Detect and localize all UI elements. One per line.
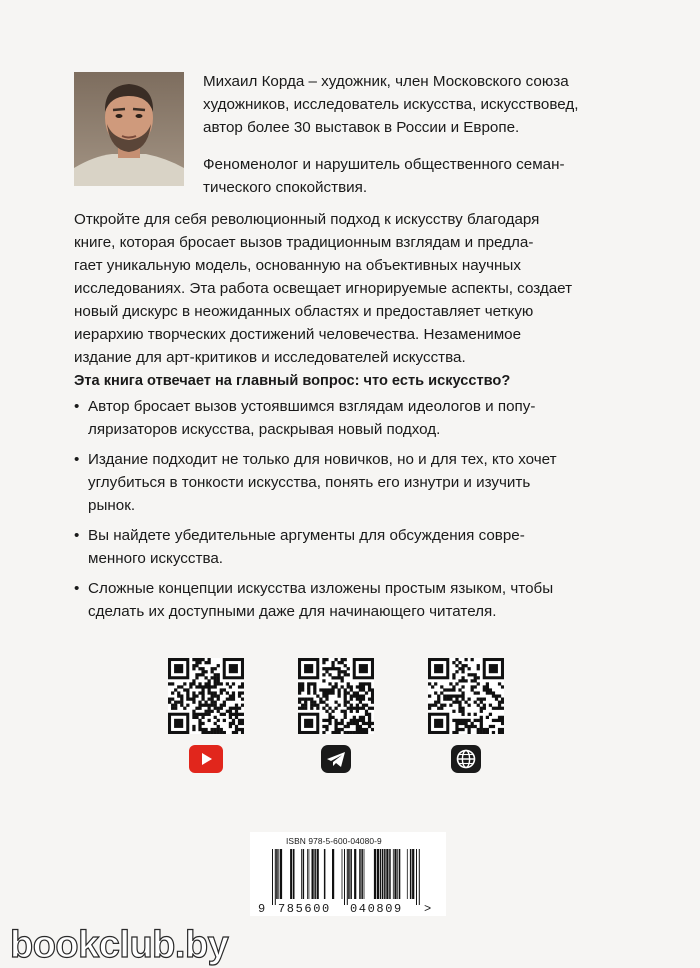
- book-description: [74, 208, 622, 369]
- barcode-first-digit: 9: [258, 902, 267, 916]
- list-item-line: Автор бросает вызов устоявшимся взглядам идеологов и попу-: [88, 398, 536, 415]
- isbn-label: ISBN 978-5-600-04080-9: [286, 836, 382, 846]
- barcode-right-digits: 040809: [350, 902, 403, 916]
- list-item-line: Сложные концепции искусства изложены простым языком, чтобы: [88, 580, 554, 597]
- list-item: [74, 577, 622, 623]
- author-portrait-image: [74, 72, 184, 186]
- telegram-icon[interactable]: [318, 744, 354, 774]
- qr-telegram[interactable]: [298, 658, 374, 734]
- author-photo: [74, 72, 184, 186]
- bio-line: Михаил Корда – художник, член Московского союза: [203, 73, 569, 90]
- benefits-list: [74, 395, 622, 630]
- qr-code-telegram[interactable]: [298, 658, 374, 734]
- qr-code-youtube[interactable]: [168, 658, 244, 734]
- description-line: новый дискурс в неожиданных областях и предоставляет четкую: [74, 303, 534, 320]
- list-item-line: ляризаторов искусства, раскрывая новый подход.: [88, 421, 441, 438]
- bio-line: автор более 30 выставок в России и Европе.: [203, 119, 520, 136]
- list-item-line: Издание подходит не только для новичков, но и для тех, кто хочет: [88, 451, 557, 468]
- list-item-line: сделать их доступными даже для начинающего читателя.: [88, 603, 497, 620]
- author-tagline: [203, 153, 603, 199]
- watermark-logo: bookclub.by: [10, 924, 229, 966]
- barcode-left-digits: 785600: [278, 902, 331, 916]
- bullet-marker: •: [74, 580, 80, 597]
- isbn-barcode: [272, 849, 420, 905]
- key-question-heading: Эта книга отвечает на главный вопрос: что есть искусство?: [74, 373, 511, 389]
- tagline-line: Феноменолог и нарушитель общественного семан-: [203, 156, 565, 173]
- description-line: книге, которая бросает вызов традиционным взглядам и предла-: [74, 234, 534, 251]
- qr-code-website[interactable]: [428, 658, 504, 734]
- list-item: [74, 395, 622, 441]
- description-line: издание для арт-критиков и исследователей искусства.: [74, 349, 466, 366]
- qr-website[interactable]: [428, 658, 504, 734]
- description-line: исследованиях. Эта работа освещает игнорируемые аспекты, создает: [74, 280, 573, 297]
- description-line: гает уникальную модель, основанную на объективных научных: [74, 257, 521, 274]
- list-item-line: углубиться в тонкости искусства, понять его изнутри и изучить: [88, 474, 531, 491]
- bullet-marker: •: [74, 398, 80, 415]
- list-item: [74, 524, 622, 570]
- tagline-line: тического спокойствия.: [203, 179, 368, 196]
- description-line: иерархию творческих достижений человечества. Незаменимое: [74, 326, 522, 343]
- list-item-line: менного искусства.: [88, 550, 224, 567]
- globe-icon[interactable]: [448, 744, 484, 774]
- author-bio: [203, 70, 603, 213]
- bullet-marker: •: [74, 527, 80, 544]
- bio-line: художников, исследователь искусства, искусствовед,: [203, 96, 579, 113]
- qr-youtube[interactable]: [168, 658, 244, 734]
- list-item-line: Вы найдете убедительные аргументы для обсуждения совре-: [88, 527, 525, 544]
- barcode-arrow: >: [424, 902, 433, 916]
- list-item-line: рынок.: [88, 497, 136, 514]
- bullet-marker: •: [74, 451, 80, 468]
- description-line: Откройте для себя революционный подход к искусству благодаря: [74, 211, 540, 228]
- youtube-icon[interactable]: [188, 744, 224, 774]
- list-item: [74, 448, 622, 517]
- author-bio-paragraph: [203, 70, 603, 139]
